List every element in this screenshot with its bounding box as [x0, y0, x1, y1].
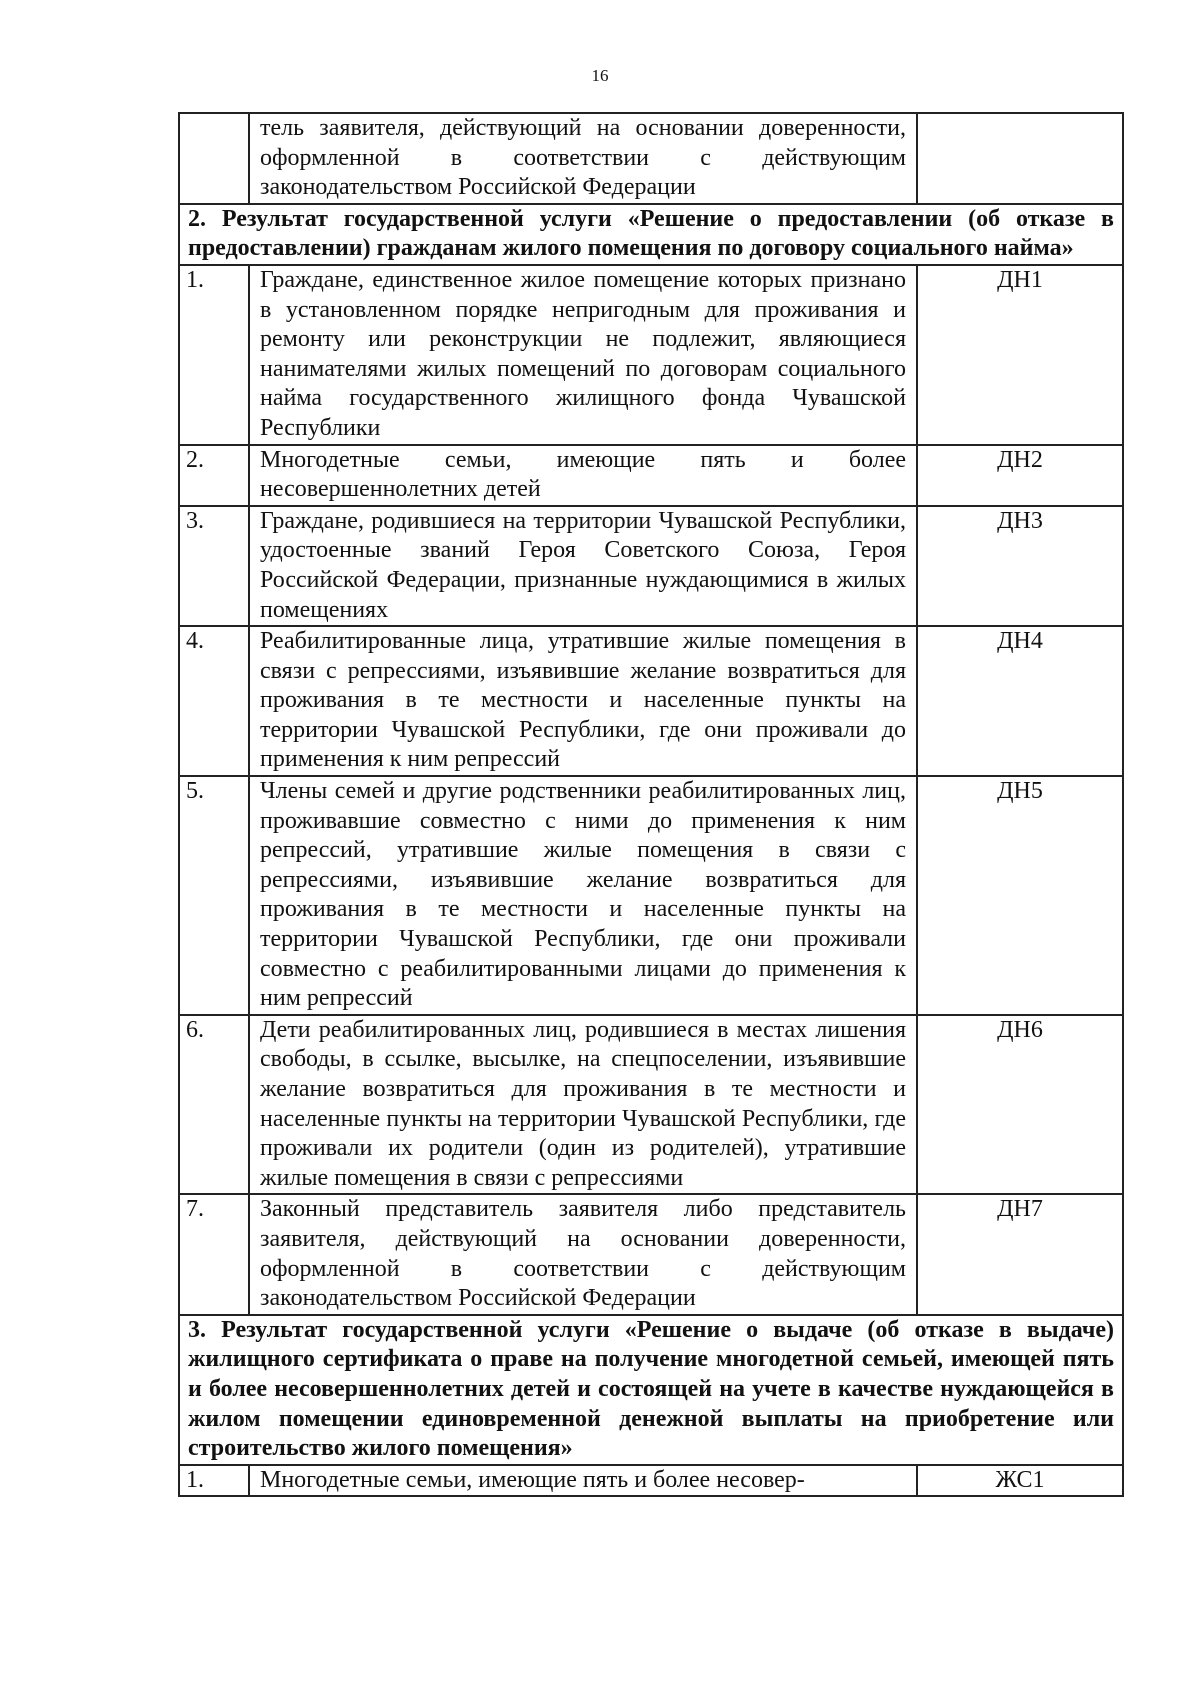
row-description: Многодетные семьи, имеющие пять и более несовершеннолетних детей	[249, 445, 917, 506]
row-code: ДН4	[917, 626, 1123, 776]
row-description: Многодетные семьи, имеющие пять и более несовер-	[249, 1465, 917, 1497]
table-row	[179, 506, 1123, 626]
row-number	[179, 113, 249, 204]
row-number: 1.	[179, 265, 249, 445]
row-number: 6.	[179, 1015, 249, 1195]
row-code: ДН5	[917, 776, 1123, 1015]
row-code: ДН2	[917, 445, 1123, 506]
row-number: 5.	[179, 776, 249, 1015]
row-code: ЖС1	[917, 1465, 1123, 1497]
row-description: Граждане, единственное жилое помещение которых признано в установленном порядке непригодным для проживания и ремонту или реконструкции не подлежит, являющиеся нанимателями жилых помещений по договорам социального найма государственного жилищного фонда Чувашской Республики	[249, 265, 917, 445]
row-number: 3.	[179, 506, 249, 626]
table-row	[179, 626, 1123, 776]
section-title: 3. Результат государственной услуги «Решение о выдаче (об отказе в выдаче) жилищного сертификата о праве на получение многодетной семьей, имеющей пять и более несовершеннолетних детей и состоящей на учете в качестве нуждающейся в жилом помещении единовременной денежной выплаты на приобретение или строительство жилого помещения»	[179, 1315, 1123, 1465]
row-description: Реабилитированные лица, утратившие жилые помещения в связи с репрессиями, изъявившие желание возвратиться для проживания в те местности и населенные пункты на территории Чувашской Республики, где они проживали до применения к ним репрессий	[249, 626, 917, 776]
row-number: 1.	[179, 1465, 249, 1497]
row-code: ДН1	[917, 265, 1123, 445]
table-row	[179, 1194, 1123, 1314]
row-description: Законный представитель заявителя либо представитель заявителя, действующий на основании доверенности, оформленной в соответствии с действующим законодательством Российской Федерации	[249, 1194, 917, 1314]
row-number: 4.	[179, 626, 249, 776]
section-header-row	[179, 204, 1123, 265]
row-number: 2.	[179, 445, 249, 506]
page-number: 16	[591, 66, 609, 85]
row-description: тель заявителя, действующий на основании доверенности, оформленной в соответствии с действующим законодательством Российской Федерации	[249, 113, 917, 204]
table-row	[179, 445, 1123, 506]
row-code	[917, 113, 1123, 204]
row-code: ДН3	[917, 506, 1123, 626]
table-row	[179, 265, 1123, 445]
table-row	[179, 1465, 1123, 1497]
row-description: Граждане, родившиеся на территории Чувашской Республики, удостоенные званий Героя Советского Союза, Героя Российской Федерации, признанные нуждающимися в жилых помещениях	[249, 506, 917, 626]
table-row	[179, 776, 1123, 1015]
row-code: ДН6	[917, 1015, 1123, 1195]
row-description: Члены семей и другие родственники реабилитированных лиц, проживавшие совместно с ними до применения к ним репрессий, утратившие жилые помещения в связи с репрессиями, изъявившие желание возвратиться для проживания в те местности и населенные пункты на территории Чувашской Республики, где они проживали совместно с реабилитированными лицами до применения к ним репрессий	[249, 776, 917, 1015]
row-number: 7.	[179, 1194, 249, 1314]
row-description: Дети реабилитированных лиц, родившиеся в местах лишения свободы, в ссылке, высылке, на спецпоселении, изъявившие желание возвратиться для проживания в те местности и населенные пункты на территории Чувашской Республики, где проживали их родители (один из родителей), утратившие жилые помещения в связи с репрессиями	[249, 1015, 917, 1195]
document-table	[178, 112, 1124, 1497]
section-header-row	[179, 1315, 1123, 1465]
section-title: 2. Результат государственной услуги «Решение о предоставлении (об отказе в предоставлении) гражданам жилого помещения по договору социального найма»	[179, 204, 1123, 265]
table-row	[179, 1015, 1123, 1195]
table-row	[179, 113, 1123, 204]
row-code: ДН7	[917, 1194, 1123, 1314]
